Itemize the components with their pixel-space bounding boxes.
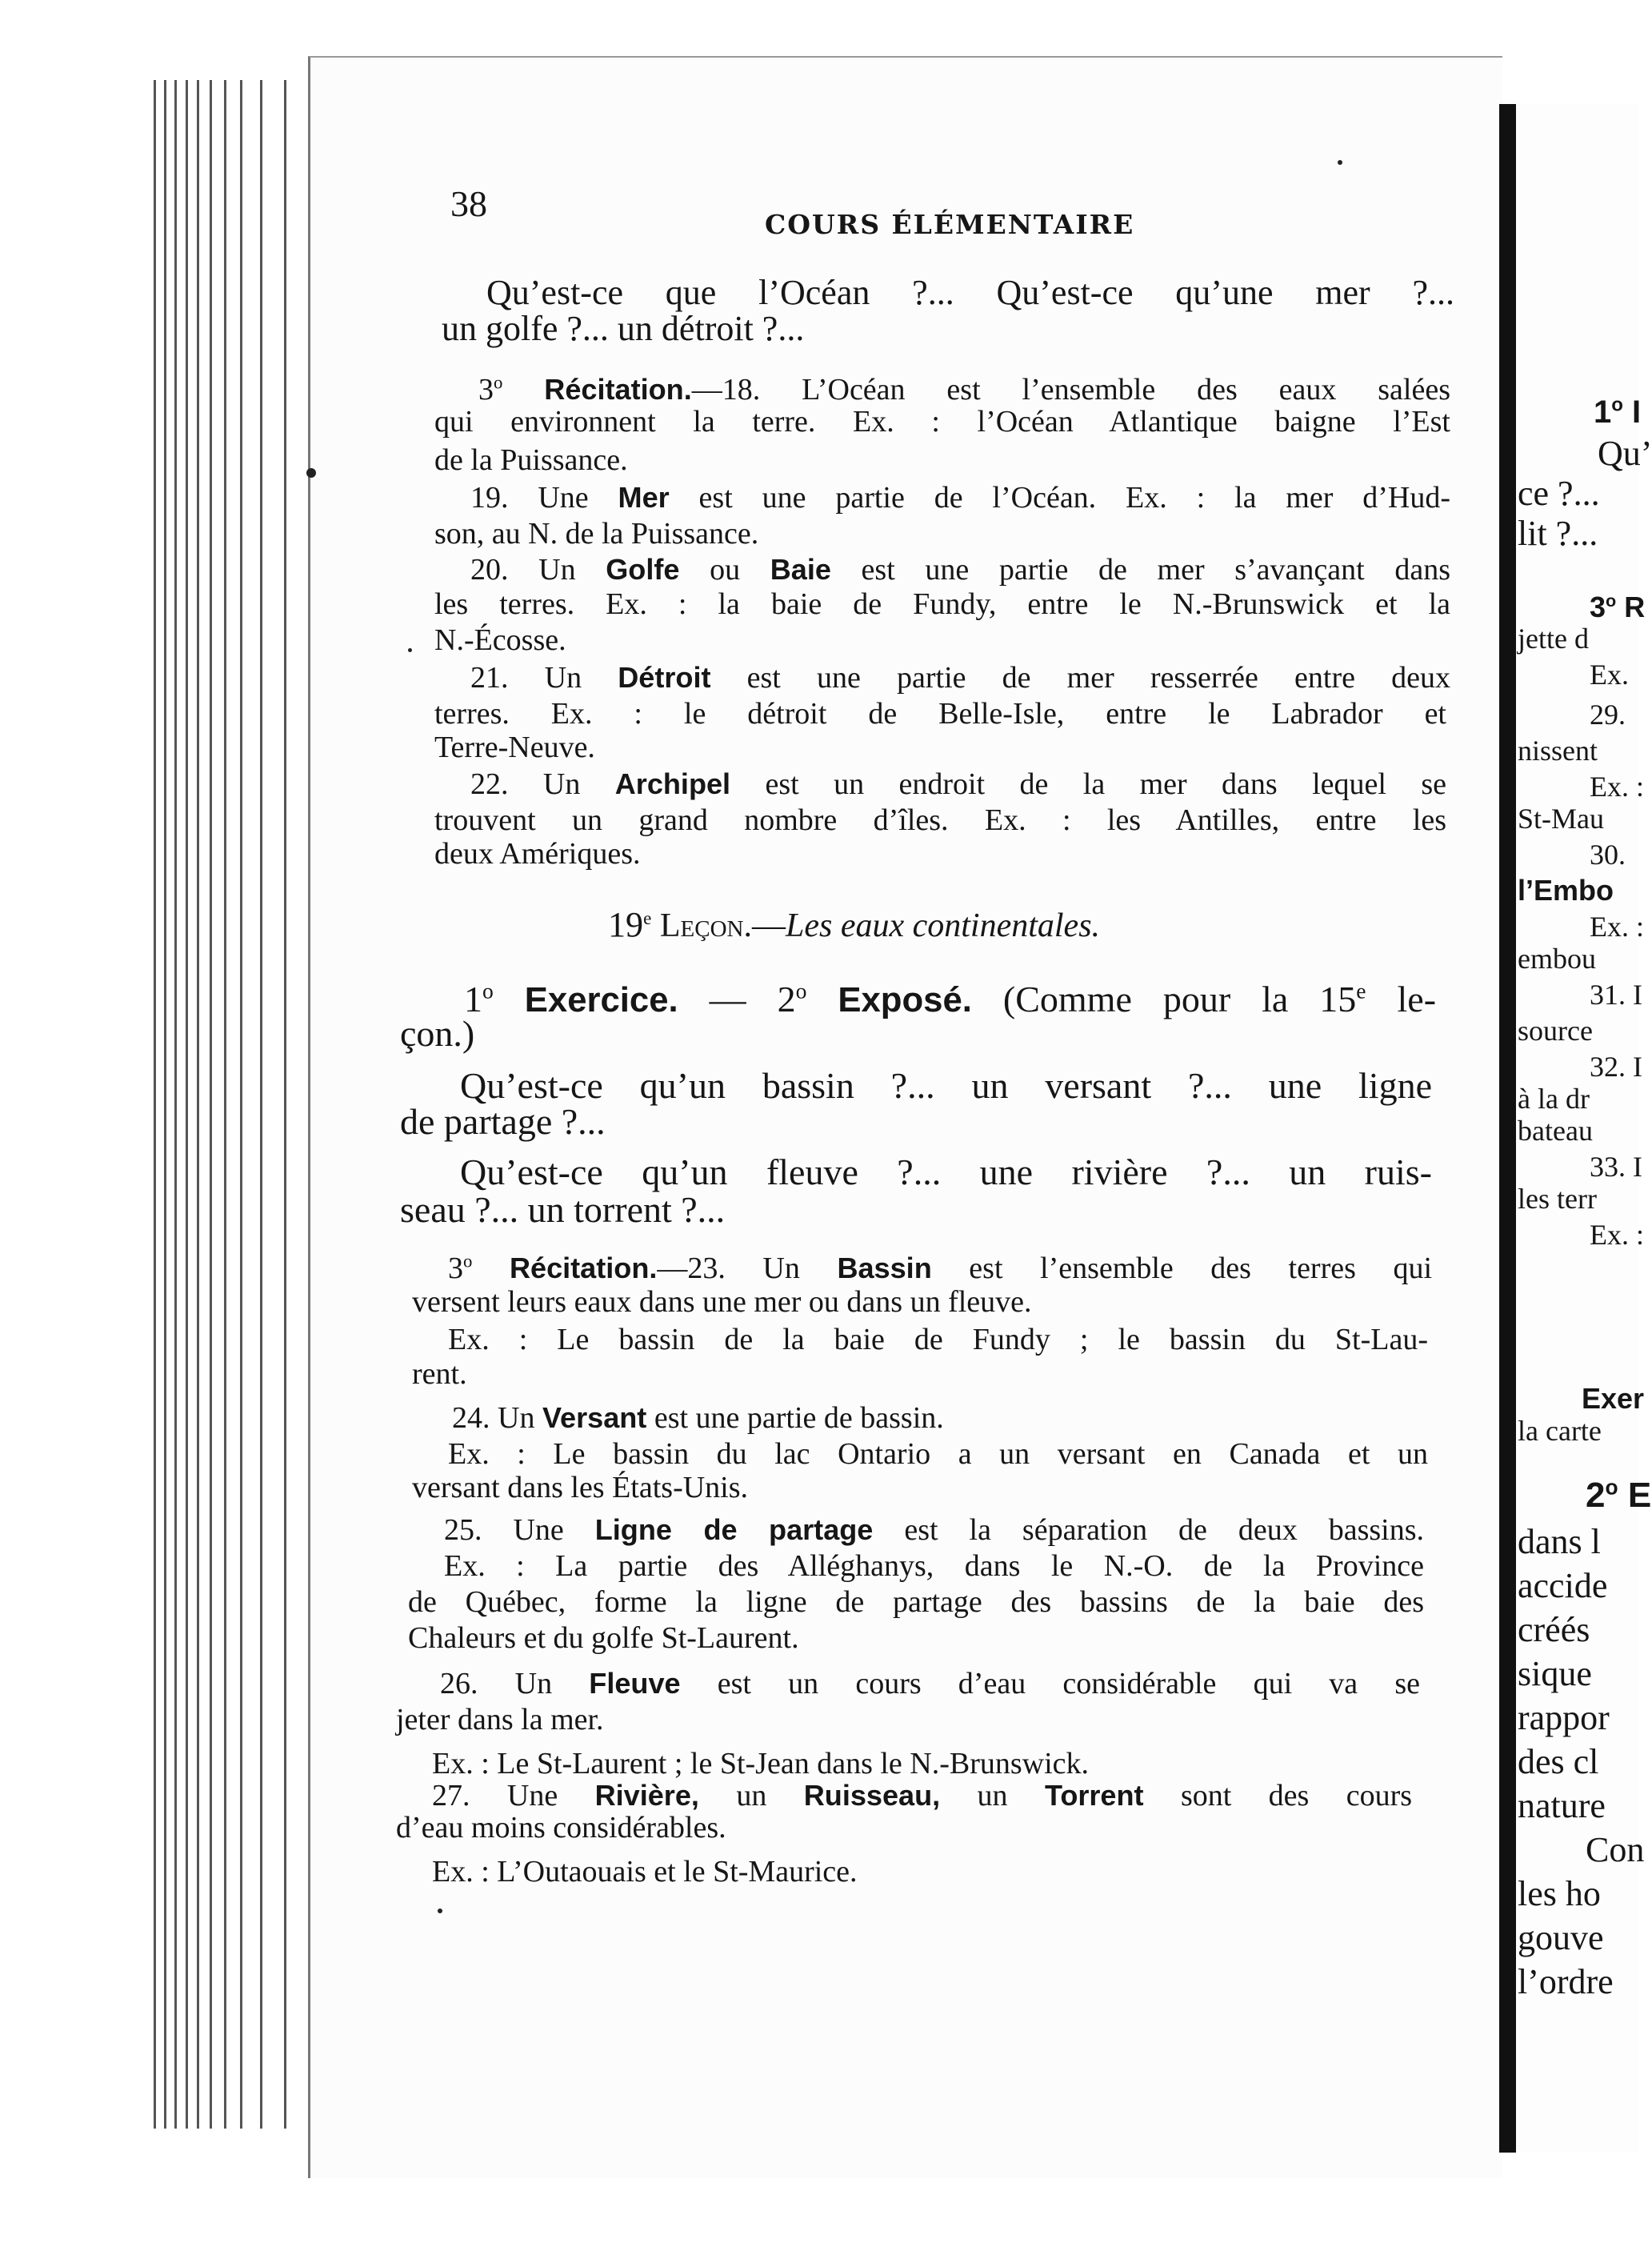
right-page-fragment: lit ?...: [1518, 514, 1598, 553]
right-page-fragment: nature: [1518, 1786, 1606, 1825]
right-page-fragment: dans l: [1518, 1522, 1601, 1561]
right-page-fragment: Qu’: [1598, 434, 1652, 473]
right-page-fragment: des cl: [1518, 1742, 1599, 1781]
right-page-fragment: embou: [1518, 943, 1596, 975]
text-line: un golfe ?... un détroit ?...: [442, 309, 805, 348]
right-page-fragment: les terr: [1518, 1183, 1597, 1215]
page-stack-line: [260, 80, 262, 2129]
right-page-fragment: Ex. :: [1590, 771, 1644, 803]
text-line: 1$^o$ Exercice. — 2$^o$ Exposé. (Comme pour la 15e le-: [464, 978, 1437, 1019]
ink-speck: [438, 1909, 442, 1913]
page-stack-line: [154, 80, 156, 2129]
text-line: Qu’est-ce qu’un bassin ?... un versant ?... une ligne: [460, 1065, 1432, 1106]
text-line: seau ?... un torrent ?...: [400, 1189, 726, 1230]
right-page-fragment: St-Mau: [1518, 803, 1604, 835]
right-page-fragment: 3$^o$ R: [1590, 591, 1646, 623]
page-stack-line: [224, 80, 226, 2129]
text-line: son, au N. de la Puissance.: [434, 517, 759, 551]
text-line: terres. Ex. : le détroit de Belle-Isle, entre le Labrador et: [434, 697, 1446, 731]
text-line: 26. Un Fleuve est un cours d’eau considérable qui va se: [440, 1667, 1420, 1700]
right-page-fragment: Ex.: [1590, 659, 1629, 691]
right-page-fragment: l’ordre: [1518, 1962, 1614, 2001]
text-line: Ex. : L’Outaouais et le St-Maurice.: [432, 1855, 858, 1889]
text-line: çon.): [400, 1013, 475, 1054]
text-line: 21. Un Détroit est une partie de mer resserrée entre deux: [470, 661, 1450, 695]
page-stack-line: [174, 80, 177, 2129]
right-page-fragment: bateau: [1518, 1115, 1593, 1147]
text-line: jeter dans la mer.: [396, 1703, 604, 1736]
right-page-fragment: sique: [1518, 1654, 1592, 1693]
text-line: de la Puissance.: [434, 443, 628, 477]
text-line: versant dans les États-Unis.: [412, 1471, 749, 1504]
right-page-fragment: 32. I: [1590, 1051, 1642, 1083]
text-line: Ex. : La partie des Alléghanys, dans le N.-O. de la Province: [444, 1549, 1424, 1583]
page-stack-line: [186, 80, 188, 2129]
right-page-fragment: Ex. :: [1590, 911, 1644, 943]
text-line: Chaleurs et du golfe St-Laurent.: [408, 1621, 799, 1655]
running-title: COURS ÉLÉMENTAIRE: [765, 209, 1135, 240]
right-page-fragment: Con: [1586, 1830, 1645, 1869]
right-page-fragment: 31. I: [1590, 979, 1642, 1011]
right-page-fragment: Exer: [1582, 1382, 1645, 1415]
text-line: Qu’est-ce que l’Océan ?... Qu’est-ce qu’une mer ?...: [486, 273, 1454, 312]
page-stack-line: [284, 80, 286, 2129]
text-line: 19. Une Mer est une partie de l’Océan. Ex. : la mer d’Hud-: [470, 481, 1450, 515]
text-line: 24. Un Versant est une partie de bassin.: [452, 1401, 944, 1435]
right-page-fragment: Ex. :: [1590, 1219, 1644, 1251]
text-line: 25. Une Ligne de partage est la séparation de deux bassins.: [444, 1513, 1424, 1547]
right-page-fragment: les ho: [1518, 1874, 1601, 1913]
text-line: de Québec, forme la ligne de partage des bassins de la baie des: [408, 1585, 1424, 1619]
text-line: de partage ?...: [400, 1101, 606, 1142]
text-line: Qu’est-ce qu’un fleuve ?... une rivière ?... un ruis-: [460, 1152, 1432, 1192]
right-page-fragment: jette d: [1518, 623, 1589, 655]
text-line: 20. Un Golfe ou Baie est une partie de mer s’avançant dans: [470, 553, 1450, 587]
page-stack-line: [210, 80, 212, 2129]
page-stack-line: [164, 80, 166, 2129]
right-page-fragment: nissent: [1518, 735, 1598, 767]
text-line: trouvent un grand nombre d’îles. Ex. : les Antilles, entre les: [434, 803, 1446, 837]
page-number: 38: [450, 183, 487, 224]
right-page-fragment: 33. I: [1590, 1151, 1642, 1183]
right-page-fragment: ce ?...: [1518, 474, 1600, 513]
right-page-fragment: 1$^o$ I: [1594, 395, 1642, 431]
text-line: qui environnent la terre. Ex. : l’Océan Atlantique baigne l’Est: [434, 405, 1450, 439]
text-line: Ex. : Le bassin de la baie de Fundy ; le bassin du St-Lau-: [448, 1323, 1428, 1356]
text-line: d’eau moins considérables.: [396, 1811, 726, 1844]
text-line: N.-Écosse.: [434, 623, 566, 657]
text-line: 22. Un Archipel est un endroit de la mer dans lequel se: [470, 767, 1446, 801]
right-page-fragment: créés: [1518, 1610, 1590, 1649]
text-line: 3$^o$ Récitation.—23. Un Bassin est l’ensemble des terres qui: [448, 1251, 1432, 1285]
text-line: deux Amériques.: [434, 837, 641, 871]
ink-speck: [306, 468, 316, 478]
text-line: Ex. : Le St-Laurent ; le St-Jean dans le N.-Brunswick.: [432, 1747, 1090, 1780]
right-page-fragment: 29.: [1590, 699, 1626, 731]
text-line: 27. Une Rivière, un Ruisseau, un Torrent sont des cours: [432, 1779, 1413, 1812]
ink-speck: [408, 648, 412, 652]
right-page-fragment: 30.: [1590, 839, 1626, 871]
right-page-fragment: gouve: [1518, 1918, 1604, 1957]
right-page-fragment: 2$^o$ E: [1586, 1475, 1652, 1515]
right-page-fragment: source: [1518, 1015, 1593, 1047]
right-page-fragment: accide: [1518, 1566, 1608, 1605]
text-line: versent leurs eaux dans une mer ou dans un fleuve.: [412, 1285, 1032, 1319]
ink-speck: [1338, 160, 1342, 165]
right-page-fragment: à la dr: [1518, 1083, 1590, 1115]
text-line: Terre-Neuve.: [434, 731, 595, 764]
right-page-fragment: rappor: [1518, 1698, 1610, 1737]
text-line: rent.: [412, 1357, 467, 1391]
book-edge-left: [0, 0, 148, 2247]
page-stack-line: [197, 80, 199, 2129]
right-page-fragment: la carte: [1518, 1415, 1602, 1447]
right-page-fragment: l’Embo: [1518, 874, 1614, 907]
text-line: Ex. : Le bassin du lac Ontario a un versant en Canada et un: [448, 1437, 1428, 1471]
page-stack-line: [240, 80, 242, 2129]
text-line: 3$^o$ Récitation.—18. L’Océan est l’ensemble des eaux salées: [478, 372, 1451, 407]
lesson-title: 19e Leçon.—Les eaux continentales.: [608, 905, 1101, 944]
text-line: les terres. Ex. : la baie de Fundy, entre le N.-Brunswick et la: [434, 587, 1450, 621]
gutter: [1499, 104, 1517, 2153]
